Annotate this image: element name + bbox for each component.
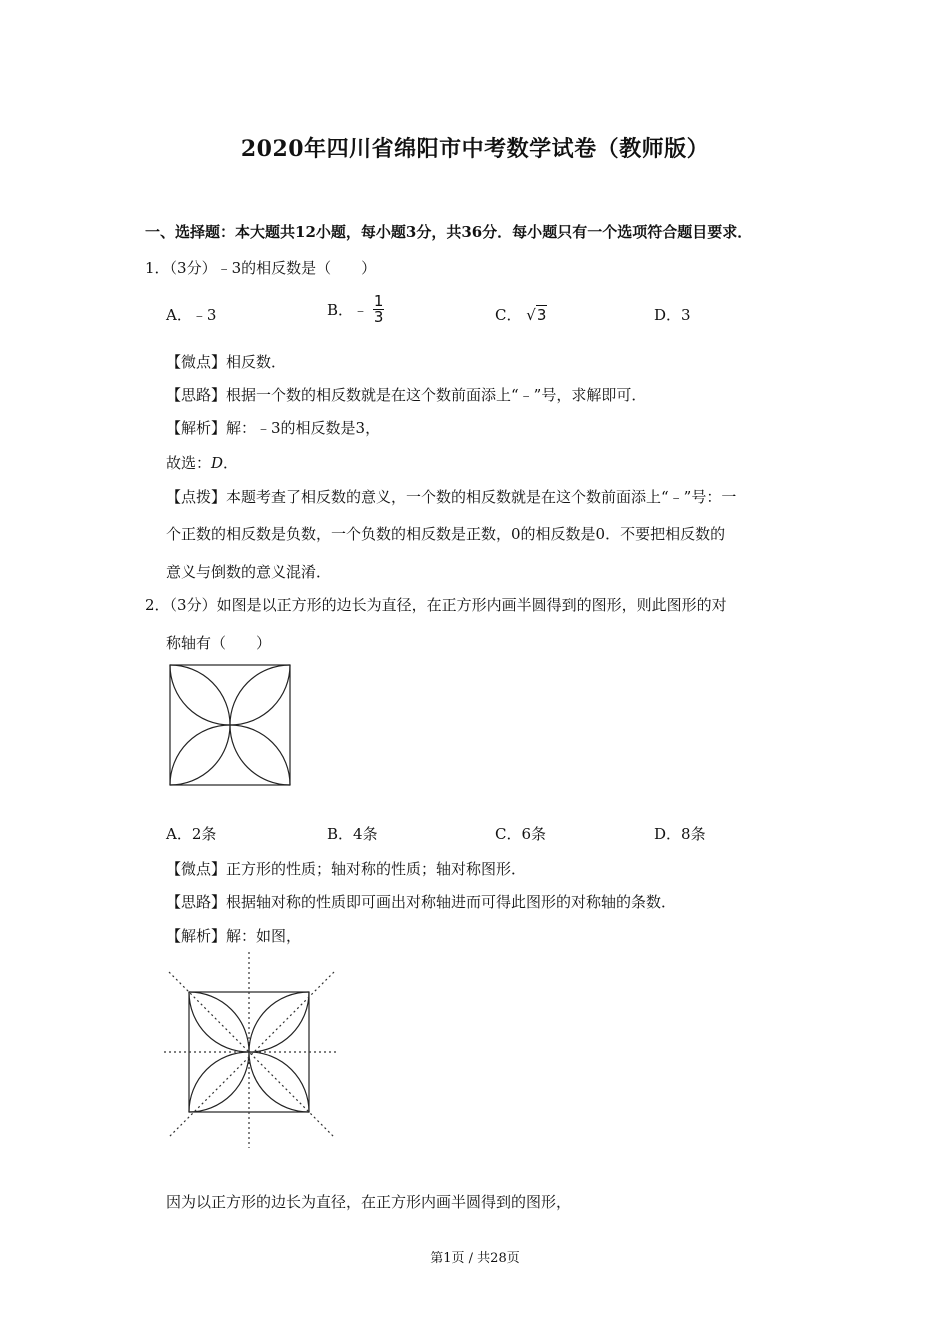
q1-jiexi: 【解析】解：﹣3的相反数是3， bbox=[166, 419, 381, 437]
q2-stem-line-1: 2．（3分）如图是以正方形的边长为直径，在正方形内画半圆得到的图形，则此图形的对 bbox=[145, 596, 727, 614]
q2-figure-square-semicircles bbox=[166, 661, 294, 789]
q1-dianbo-line-3: 意义与倒数的意义混淆． bbox=[166, 563, 332, 581]
semicircle-left bbox=[170, 665, 230, 785]
q2-option-b: B．4条 bbox=[327, 825, 378, 843]
q2-option-a: A．2条 bbox=[166, 825, 217, 843]
sqrt-expression: √3 bbox=[526, 306, 547, 324]
answer-prefix: 故选： bbox=[166, 454, 212, 472]
fraction-numerator: 1 bbox=[373, 292, 384, 310]
page-footer: 第1页 / 共28页 bbox=[430, 1251, 520, 1266]
fraction-denominator: 3 bbox=[373, 308, 384, 326]
q1-option-c bbox=[495, 304, 547, 325]
q1-weidian: 【微点】相反数． bbox=[166, 353, 287, 371]
q1-silu: 【思路】根据一个数的相反数就是在这个数前面添上“﹣”号，求解即可． bbox=[166, 386, 647, 404]
section-heading: 一、选择题：本大题共12小题，每小题3分，共36分．每小题只有一个选项符合题目要求． bbox=[145, 223, 753, 241]
semicircle-right bbox=[230, 665, 290, 785]
q1-option-c-prefix: C． bbox=[495, 306, 522, 324]
q1-option-b-fraction bbox=[373, 294, 385, 325]
q1-option-a: A．﹣3 bbox=[166, 306, 217, 324]
q1-option-b-prefix: B．﹣ bbox=[327, 301, 369, 319]
q2-option-c: C．6条 bbox=[495, 825, 547, 843]
page-title: 2020年四川省绵阳市中考数学试卷（教师版） bbox=[240, 136, 710, 162]
q1-option-d: D．3 bbox=[654, 306, 691, 324]
answer-suffix: ． bbox=[223, 454, 239, 472]
q2-stem-line-2: 称轴有（ ） bbox=[166, 634, 272, 652]
semicircle-top bbox=[170, 665, 290, 725]
q2-weidian: 【微点】正方形的性质；轴对称的性质；轴对称图形． bbox=[166, 860, 527, 878]
q2-silu: 【思路】根据轴对称的性质即可画出对称轴进而可得此图形的对称轴的条数． bbox=[166, 893, 677, 911]
q2-yinwei: 因为以正方形的边长为直径，在正方形内画半圆得到的图形， bbox=[166, 1193, 572, 1211]
q1-stem: 1．（3分）﹣3的相反数是（ ） bbox=[145, 259, 377, 277]
semicircle-bottom bbox=[170, 725, 290, 785]
q2-jiexi: 【解析】解：如图， bbox=[166, 927, 302, 945]
q1-option-b bbox=[327, 294, 384, 325]
q1-dianbo-line-1: 【点拨】本题考查了相反数的意义，一个数的相反数就是在这个数前面添上“﹣”号：一 bbox=[166, 488, 737, 506]
q2-option-d: D．8条 bbox=[654, 825, 706, 843]
sqrt-radicand: 3 bbox=[536, 306, 547, 324]
q1-dianbo-line-2: 个正数的相反数是负数，一个负数的相反数是正数，0的相反数是0．不要把相反数的 bbox=[166, 525, 726, 543]
q1-answer bbox=[166, 452, 238, 473]
q2-figure-symmetry-axes bbox=[160, 950, 340, 1150]
answer-letter: D bbox=[211, 454, 224, 472]
